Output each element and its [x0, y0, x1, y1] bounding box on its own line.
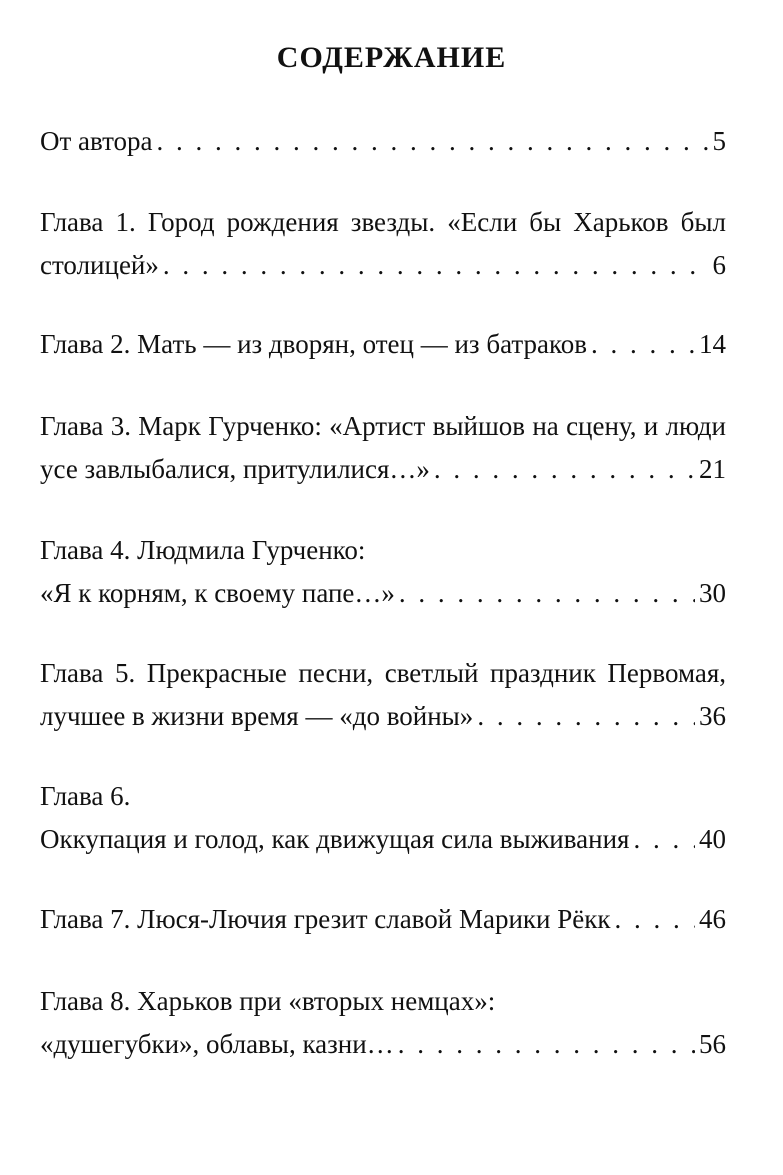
toc-entry-title: столицей»	[40, 250, 159, 280]
toc-entry-line	[40, 120, 726, 163]
toc-entry-title: От автора	[40, 126, 153, 156]
toc-entry-line	[40, 323, 726, 366]
toc-entry-author-foreword[interactable]	[40, 120, 726, 163]
toc-entry-title: Глава 2. Мать — из дворян, отец — из батраков	[40, 329, 587, 359]
toc-entry-line	[40, 1023, 726, 1066]
toc-entry-title-line-1: Глава 8. Харьков при «вторых немцах»:	[40, 986, 496, 1016]
dot-leader	[614, 898, 695, 941]
toc-page-number: 30	[699, 578, 726, 608]
toc-page-number: 21	[699, 454, 726, 484]
toc-entry-title-line-1: Глава 3. Марк Гурченко: «Артист выйшов на сцену, и люди	[40, 411, 726, 441]
toc-entry-line	[40, 448, 726, 491]
toc-entry-title: «Я к корням, к своему папе…»	[40, 578, 395, 608]
toc-entry-title-line-1: Глава 1. Город рождения звезды. «Если бы Харьков был	[40, 207, 726, 237]
toc-entry-chapter-3[interactable]	[40, 405, 726, 491]
toc-entry-title: Глава 7. Люся-Лючия грезит славой Марики Рёкк	[40, 904, 611, 934]
dot-leader	[477, 695, 695, 738]
toc-entry-chapter-4[interactable]	[40, 529, 726, 615]
toc-entry-line	[40, 244, 726, 287]
toc-entry-chapter-8[interactable]	[40, 980, 726, 1066]
toc-page-number: 56	[699, 1029, 726, 1059]
toc-page-number: 40	[699, 824, 726, 854]
dot-leader	[633, 818, 695, 861]
toc-entry-title-line-1: Глава 4. Людмила Гурченко:	[40, 535, 366, 565]
toc-page-number: 36	[699, 701, 726, 731]
toc-entry-line	[40, 818, 726, 861]
toc-title: СОДЕРЖАНИЕ	[276, 41, 507, 74]
toc-entry-title-line-1: Глава 5. Прекрасные песни, светлый праздник Первомая,	[40, 658, 726, 688]
toc-entry-title: усе завлыбалися, притулилися…»	[40, 454, 430, 484]
toc-entry-title: «душегубки», облавы, казни…	[40, 1029, 394, 1059]
toc-entry-title-line-1: Глава 6.	[40, 781, 131, 811]
toc-entry-line	[40, 572, 726, 615]
dot-leader	[434, 448, 695, 491]
toc-entry-line	[40, 695, 726, 738]
toc-entry-chapter-7[interactable]	[40, 898, 726, 941]
toc-entry-title: Оккупация и голод, как движущая сила выживания	[40, 824, 630, 854]
dot-leader	[399, 572, 695, 615]
dot-leader	[591, 323, 695, 366]
toc-entry-chapter-2[interactable]	[40, 323, 726, 366]
dot-leader	[157, 120, 709, 163]
toc-page-number: 46	[699, 904, 726, 934]
toc-entry-chapter-6[interactable]	[40, 775, 726, 861]
toc-entry-chapter-5[interactable]	[40, 652, 726, 738]
toc-page-number: 6	[712, 250, 726, 280]
toc-page-number: 14	[699, 329, 726, 359]
toc-entry-title: лучшее в жизни время — «до войны»	[40, 701, 474, 731]
toc-page-number: 5	[712, 126, 726, 156]
dot-leader	[163, 244, 709, 287]
toc-entry-line	[40, 898, 726, 941]
dot-leader	[398, 1023, 695, 1066]
toc-entry-chapter-1[interactable]	[40, 201, 726, 287]
